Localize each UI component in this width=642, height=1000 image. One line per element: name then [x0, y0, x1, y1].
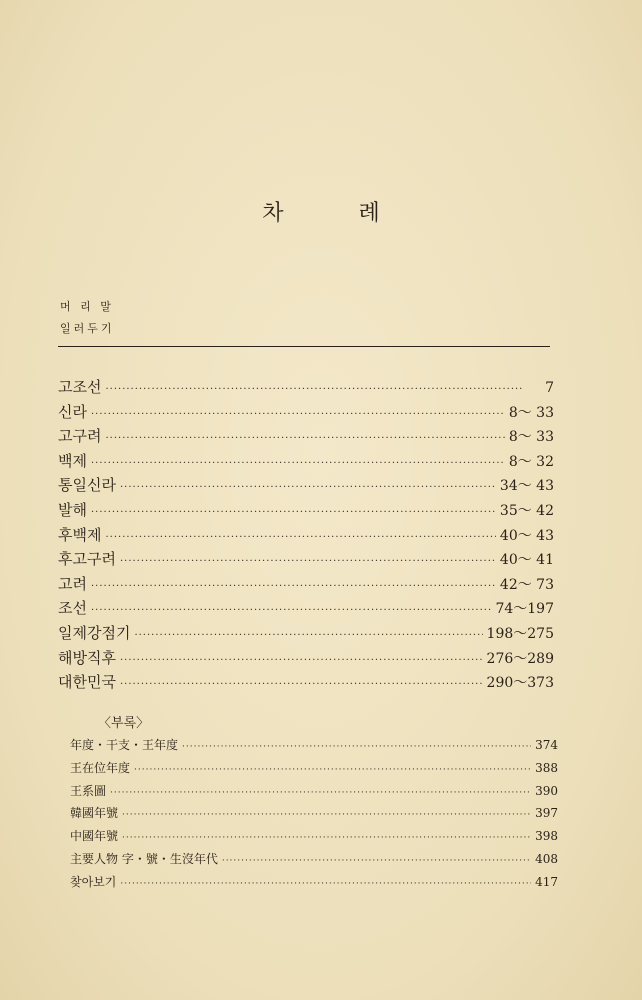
toc-entry-pages: 8～ 33 [508, 404, 554, 421]
toc-entry-pages: 74～197 [495, 601, 554, 618]
appendix-entry-page: 417 [535, 874, 558, 889]
leader-dots [134, 765, 531, 775]
toc-entry-label: 통일신라 [58, 476, 116, 495]
toc-entry-pages: 8～ 32 [508, 453, 554, 470]
leader-dots [122, 833, 531, 843]
toc-entry [58, 450, 554, 475]
appendix-entry [70, 782, 558, 805]
leader-dots [120, 482, 496, 493]
appendix-entry-label: 王在位年度 [70, 760, 131, 775]
toc-entry-label: 후백제 [58, 525, 102, 544]
appendix-entry-page: 398 [535, 829, 558, 844]
page-title: 차 례 [262, 201, 414, 226]
toc-entry [58, 597, 554, 622]
toc-entry-pages: 40～ 41 [499, 552, 554, 569]
toc-entry-label: 일제강점기 [58, 623, 131, 642]
toc-entry-label: 고조선 [58, 378, 102, 396]
appendix-entry-label: 主要人物 字・號・生沒年代 [70, 851, 218, 866]
toc-entry [58, 548, 554, 573]
toc-entry-pages: 276～289 [486, 650, 554, 667]
toc-entry-pages: 40～ 43 [499, 527, 554, 544]
toc-entry [58, 499, 554, 524]
leader-dots [134, 630, 482, 641]
leader-dots [91, 409, 505, 420]
appendix-entry-label: 韓國年號 [70, 806, 119, 821]
appendix-entry-label: 王系圖 [70, 783, 107, 798]
toc-entry [58, 647, 554, 672]
appendix-entry [70, 873, 558, 896]
toc-entry-pages: 34～ 43 [499, 478, 554, 495]
toc-entry-pages: 7 [545, 380, 554, 396]
toc-entry [58, 474, 554, 499]
divider-rule [58, 346, 550, 347]
appendix-entry-page: 374 [535, 738, 558, 752]
toc-entry [58, 376, 554, 401]
appendix-entry-page: 408 [535, 851, 558, 866]
appendix-entry [70, 827, 558, 850]
appendix-entry-page: 397 [535, 806, 558, 821]
toc-entry-label: 해방직후 [58, 648, 116, 667]
toc-list [58, 376, 554, 696]
appendix-entry-page: 388 [535, 760, 558, 775]
appendix-entry-label: 年度・干支・王年度 [70, 738, 179, 752]
toc-entry-pages: 8～ 33 [508, 429, 554, 446]
toc-entry-label: 후고구려 [58, 550, 116, 569]
toc-entry-label: 신라 [58, 402, 87, 421]
toc-entry-pages: 290～373 [486, 675, 554, 692]
toc-entry-pages: 35～ 42 [499, 502, 554, 519]
toc-entry-label: 발해 [58, 500, 87, 519]
leader-dots [91, 605, 491, 616]
leader-dots [91, 581, 496, 592]
toc-entry-label: 고구려 [58, 427, 102, 446]
toc-entry [58, 524, 554, 549]
toc-entry [58, 425, 554, 450]
front-matter-preface: 머 리 말 [60, 300, 114, 313]
toc-entry-pages: 198～275 [486, 625, 554, 642]
leader-dots [120, 556, 496, 567]
appendix-entry [70, 759, 558, 782]
leader-dots [91, 458, 505, 469]
toc-entry-label: 대한민국 [58, 673, 116, 692]
appendix-entry [70, 736, 558, 759]
toc-entry [58, 573, 554, 598]
toc-entry [58, 622, 554, 647]
appendix-heading: 〈부록〉 [98, 716, 150, 731]
appendix-entry-page: 390 [535, 783, 558, 798]
leader-dots [105, 384, 541, 395]
leader-dots [182, 742, 531, 752]
front-matter-notes: 일러두기 [60, 322, 115, 335]
leader-dots [105, 433, 504, 444]
leader-dots [122, 810, 531, 820]
appendix-entry [70, 850, 558, 873]
leader-dots [222, 856, 531, 866]
toc-entry-label: 조선 [58, 599, 87, 618]
appendix-entry-label: 中國年號 [70, 829, 119, 844]
leader-dots [120, 879, 531, 889]
toc-entry-pages: 42～ 73 [499, 576, 554, 593]
toc-entry-label: 고려 [58, 574, 87, 593]
leader-dots [91, 507, 496, 518]
toc-entry [58, 401, 554, 426]
leader-dots [110, 788, 531, 798]
appendix-entry-label: 찾아보기 [70, 874, 117, 889]
toc-entry-label: 백제 [58, 451, 87, 470]
leader-dots [120, 679, 483, 690]
toc-entry [58, 671, 554, 696]
leader-dots [120, 655, 483, 666]
appendix-list [70, 736, 558, 896]
leader-dots [105, 532, 495, 543]
appendix-entry [70, 804, 558, 827]
